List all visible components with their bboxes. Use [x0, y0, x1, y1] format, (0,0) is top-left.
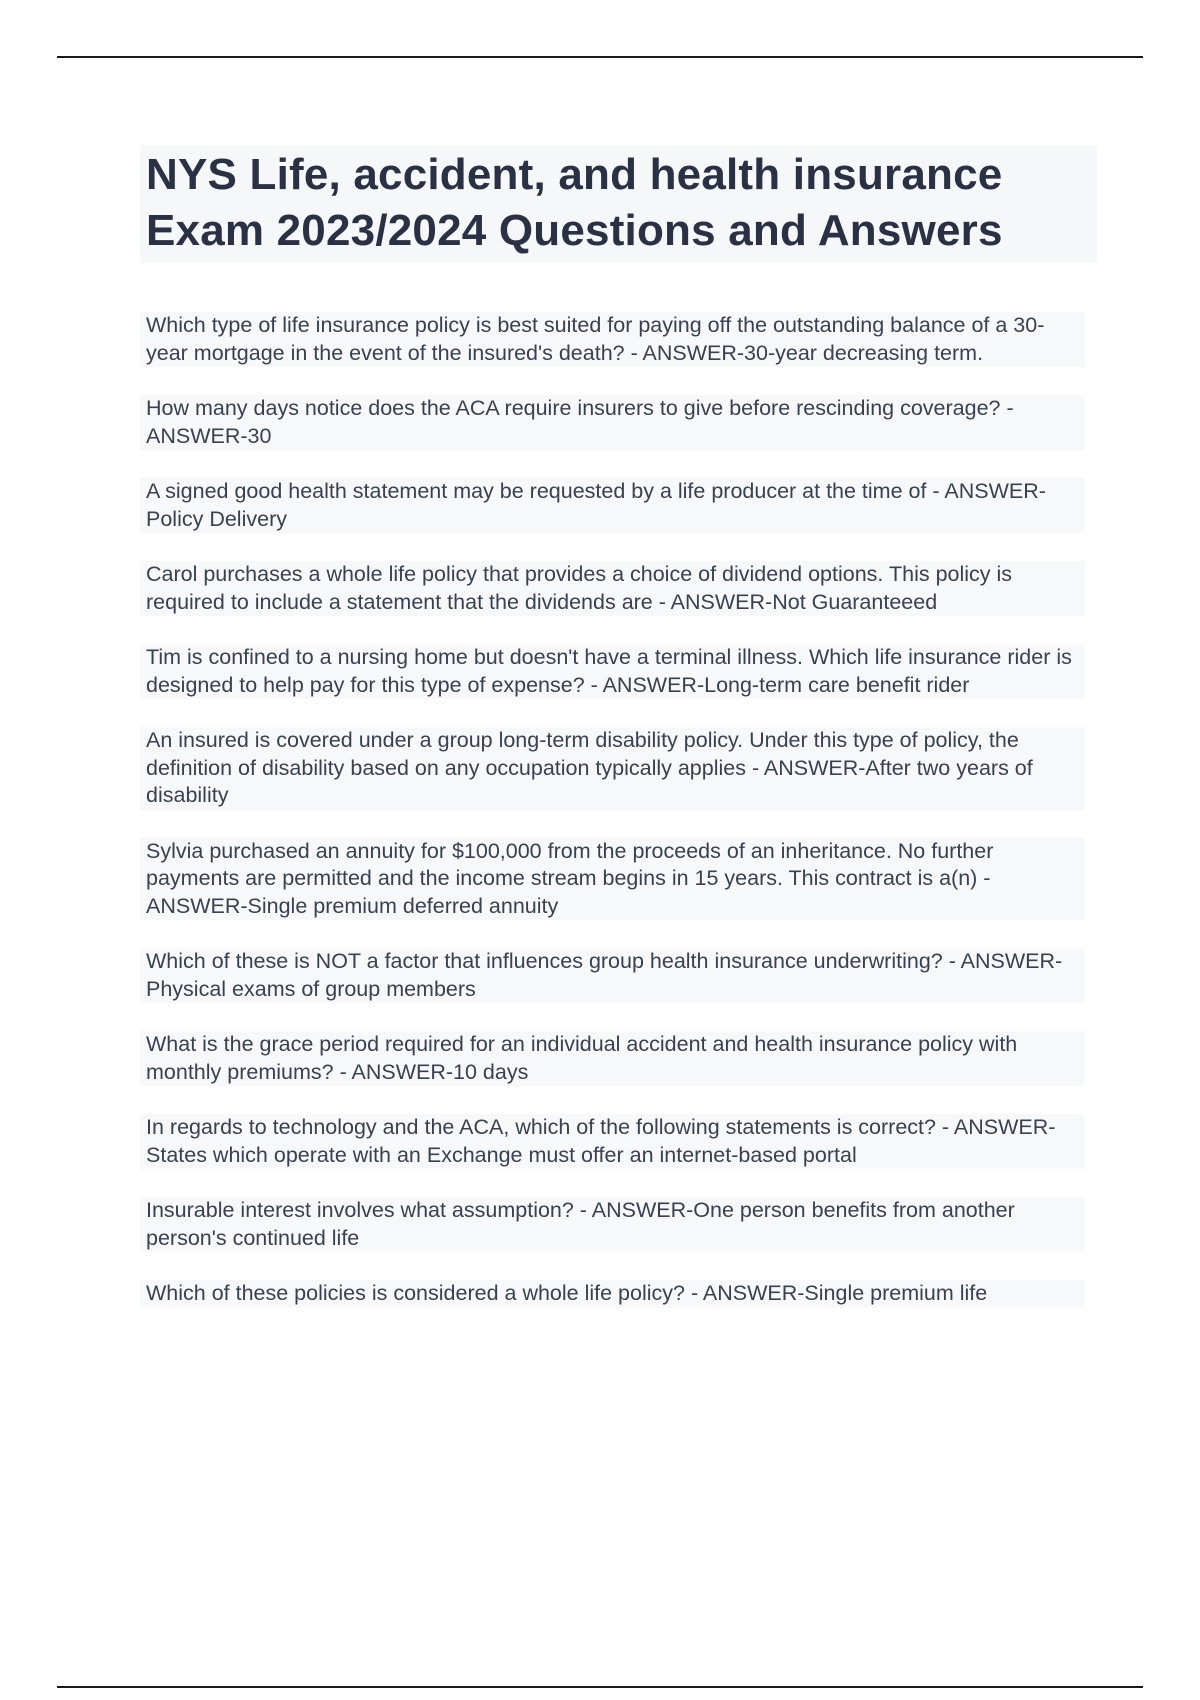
qa-item-6: An insured is covered under a group long-term disability policy. Under this type of policy, the definition of disability based on any occupation typically applies - ANSWER-After two years of disability: [140, 727, 1085, 810]
qa-item-8: Which of these is NOT a factor that influences group health insurance underwriting? - ANSWER-Physical exams of group members: [140, 948, 1085, 1003]
title-block: [140, 145, 1097, 263]
document-title: [146, 147, 1091, 259]
qa-item-4: Carol purchases a whole life policy that provides a choice of dividend options. This policy is required to include a statement that the dividends are - ANSWER-Not Guaranteeed: [140, 561, 1085, 616]
top-rule: [57, 56, 1143, 58]
bottom-rule: [57, 1686, 1143, 1688]
qa-item-9: What is the grace period required for an individual accident and health insurance policy with monthly premiums? - ANSWER-10 days: [140, 1031, 1085, 1086]
title-line-2: Exam 2023/2024 Questions and Answers: [146, 206, 1003, 255]
qa-item-2: How many days notice does the ACA require insurers to give before rescinding coverage? - ANSWER-30: [140, 395, 1085, 450]
qa-item-5: Tim is confined to a nursing home but doesn't have a terminal illness. Which life insurance rider is designed to help pay for this type of expense? - ANSWER-Long-term care benefit rider: [140, 644, 1085, 699]
qa-item-12: Which of these policies is considered a whole life policy? - ANSWER-Single premium life: [140, 1280, 1085, 1308]
qa-item-10: In regards to technology and the ACA, which of the following statements is correct? - ANSWER-States which operate with an Exchange must offer an internet-based portal: [140, 1114, 1085, 1169]
qa-item-11: Insurable interest involves what assumption? - ANSWER-One person benefits from another person's continued life: [140, 1197, 1085, 1252]
title-line-1: NYS Life, accident, and health insurance: [146, 150, 1003, 199]
qa-item-3: A signed good health statement may be requested by a life producer at the time of - ANSWER-Policy Delivery: [140, 478, 1085, 533]
qa-list: [140, 312, 1085, 1336]
qa-item-1: Which type of life insurance policy is best suited for paying off the outstanding balance of a 30-year mortgage in the event of the insured's death? - ANSWER-30-year decreasing term.: [140, 312, 1085, 367]
qa-item-7: Sylvia purchased an annuity for $100,000 from the proceeds of an inheritance. No further payments are permitted and the income stream begins in 15 years. This contract is a(n) - ANSWER-Single premium deferred annuity: [140, 838, 1085, 921]
